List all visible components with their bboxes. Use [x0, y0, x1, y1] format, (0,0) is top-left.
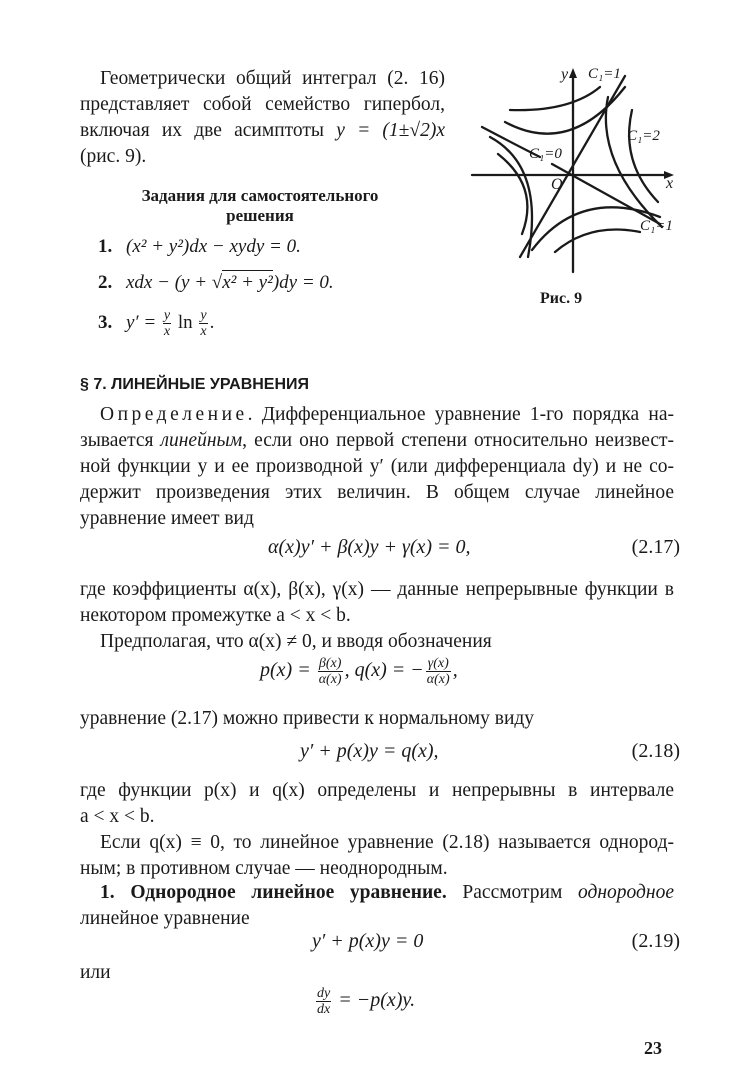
fraction-denominator: x: [163, 324, 171, 339]
fraction: [199, 308, 207, 339]
fraction-numerator: y: [163, 308, 171, 323]
hyperbola-family-plot: [460, 62, 685, 277]
equation-part: , q(x) = −: [344, 659, 424, 682]
exercise-2: [98, 272, 334, 294]
body-line: Если q(x) ≡ 0, то линейное уравнение (2.18) называется однород-: [100, 832, 674, 853]
body-line: держит произведения этих величин. В общем случае линейное: [80, 482, 674, 503]
fraction: [316, 986, 331, 1017]
intro-paragraph: [80, 66, 445, 170]
figure-9: [460, 62, 685, 312]
equation-2-18: y′ + p(x)y = q(x),: [300, 740, 439, 762]
equation-number-2-19: (2.19): [631, 930, 680, 952]
exercises-heading-line-2: решения: [226, 206, 294, 225]
body-line: или: [80, 962, 111, 983]
fraction-numerator: y: [200, 308, 207, 323]
subsection-title: 1. Однородное линейное уравнение.: [100, 882, 447, 903]
equation-number-2-18: (2.18): [631, 740, 680, 762]
exercises-heading-line-1: Задания для самостоятельного: [141, 186, 379, 205]
equation-part: p(x) =: [260, 659, 316, 682]
exercise-expression-part: xdx − (y +: [126, 272, 212, 293]
y-axis-label: y: [561, 66, 569, 83]
body-line: уравнение (2.17) можно привести к нормальному виду: [80, 708, 535, 729]
fraction-denominator: dx: [317, 1002, 331, 1017]
body-text: , если оно первой степени относительно неизвест-: [242, 430, 674, 451]
body-line: [80, 402, 674, 428]
fraction: [318, 656, 343, 687]
figure-caption: Рис. 9: [540, 290, 583, 307]
definition-paragraph: [80, 402, 674, 532]
hyperbola-curve: [629, 110, 658, 202]
fraction-numerator: γ(x): [427, 656, 449, 671]
exercises-heading: [80, 186, 440, 226]
equation-dy-dx: [314, 986, 415, 1017]
body-line: a < x < b.: [80, 806, 155, 827]
equation-part: ,: [452, 659, 458, 682]
fraction-denominator: α(x): [426, 672, 450, 687]
body-line: линейное уравнение: [80, 908, 250, 929]
curve-label-c1-1-bottom: C₁=1: [640, 218, 673, 234]
exercise-number: 3.: [98, 311, 113, 333]
section-title: § 7. ЛИНЕЙНЫЕ УРАВНЕНИЯ: [80, 376, 310, 393]
definition-term: Определение: [100, 404, 248, 425]
body-line: где коэффициенты α(x), β(x), γ(x) — данные непрерывные функции в: [80, 579, 674, 600]
fraction-numerator: dy: [317, 986, 331, 1001]
homogeneous-subsection: [80, 880, 674, 932]
intro-line-1: Геометрически общий интеграл (2. 16): [100, 68, 445, 89]
exercise-1: [98, 236, 301, 258]
body-line: ной функции y и ее производной y′ (или дифференциала dy) и не со-: [80, 456, 674, 477]
intro-line-2: представляет собой семейство гипербол,: [80, 94, 445, 115]
intro-line-3: [80, 118, 445, 144]
hyperbola-curve: [498, 154, 527, 234]
exercise-expression-part: )dy = 0.: [272, 272, 334, 293]
body-line: где функции p(x) и q(x) определены и непрерывны в интервале: [80, 780, 674, 801]
equation-p-q-definitions: [260, 656, 458, 687]
exercise-number: 2.: [98, 272, 113, 293]
body-line: [80, 880, 674, 906]
ln-operator: ln: [173, 311, 198, 333]
sqrt-radicand: x² + y²: [222, 272, 273, 293]
body-line: ным; в противном случае — неоднородным.: [80, 858, 448, 879]
x-axis-label: x: [666, 175, 674, 192]
fraction-denominator: x: [200, 324, 207, 339]
coefficients-paragraph: [80, 577, 674, 655]
emphasis-term: линейным: [160, 430, 243, 451]
fraction-denominator: α(x): [318, 672, 342, 687]
equation-2-19: y′ + p(x)y = 0: [312, 930, 424, 952]
equation-number-2-17: (2.17): [631, 536, 680, 558]
exercise-3: [98, 308, 214, 339]
sqrt-sign: √: [211, 272, 223, 293]
hyperbola-curve: [510, 87, 600, 110]
exercise-expression-part: y′ =: [126, 311, 161, 333]
emphasis-term: однородное: [578, 882, 674, 903]
origin-label: O: [551, 176, 563, 193]
curve-label-c1-2: C₁=2: [627, 128, 660, 144]
curve-label-c1-1-top: C₁=1: [588, 66, 621, 82]
fraction: [163, 308, 171, 339]
body-text: . Дифференциальное уравнение 1-го порядка на-: [247, 404, 674, 425]
intro-line-3-text: включая их две асимптоты: [80, 120, 337, 141]
exercise-expression: (x² + y²)dx − xydy = 0.: [126, 236, 301, 257]
page-number: 23: [644, 1038, 662, 1058]
fraction: [426, 656, 451, 687]
exercise-number: 1.: [98, 236, 113, 257]
asymptote-formula: y = (1±√2)x: [336, 120, 445, 141]
asymptote-2: [552, 164, 660, 224]
body-line: уравнение имеет вид: [80, 508, 254, 529]
hyperbola-curve: [555, 230, 640, 253]
body-text: зывается: [80, 430, 161, 451]
functions-paragraph: [80, 778, 674, 882]
equation-2-17: α(x)y′ + β(x)y + γ(x) = 0,: [268, 536, 471, 558]
curve-label-c1-0: C₁=0: [529, 146, 562, 162]
exercise-expression-part: .: [209, 311, 215, 333]
fraction-numerator: β(x): [318, 656, 342, 671]
equation-part: = −p(x)y.: [333, 989, 416, 1012]
body-line: некотором промежутке a < x < b.: [80, 605, 351, 626]
body-text: Рассмотрим: [446, 882, 579, 903]
intro-line-4: (рис. 9).: [80, 146, 147, 167]
body-line: Предполагая, что α(x) ≠ 0, и вводя обозначения: [100, 631, 492, 652]
body-line: [80, 428, 674, 454]
y-axis-arrow-icon: [569, 68, 577, 78]
